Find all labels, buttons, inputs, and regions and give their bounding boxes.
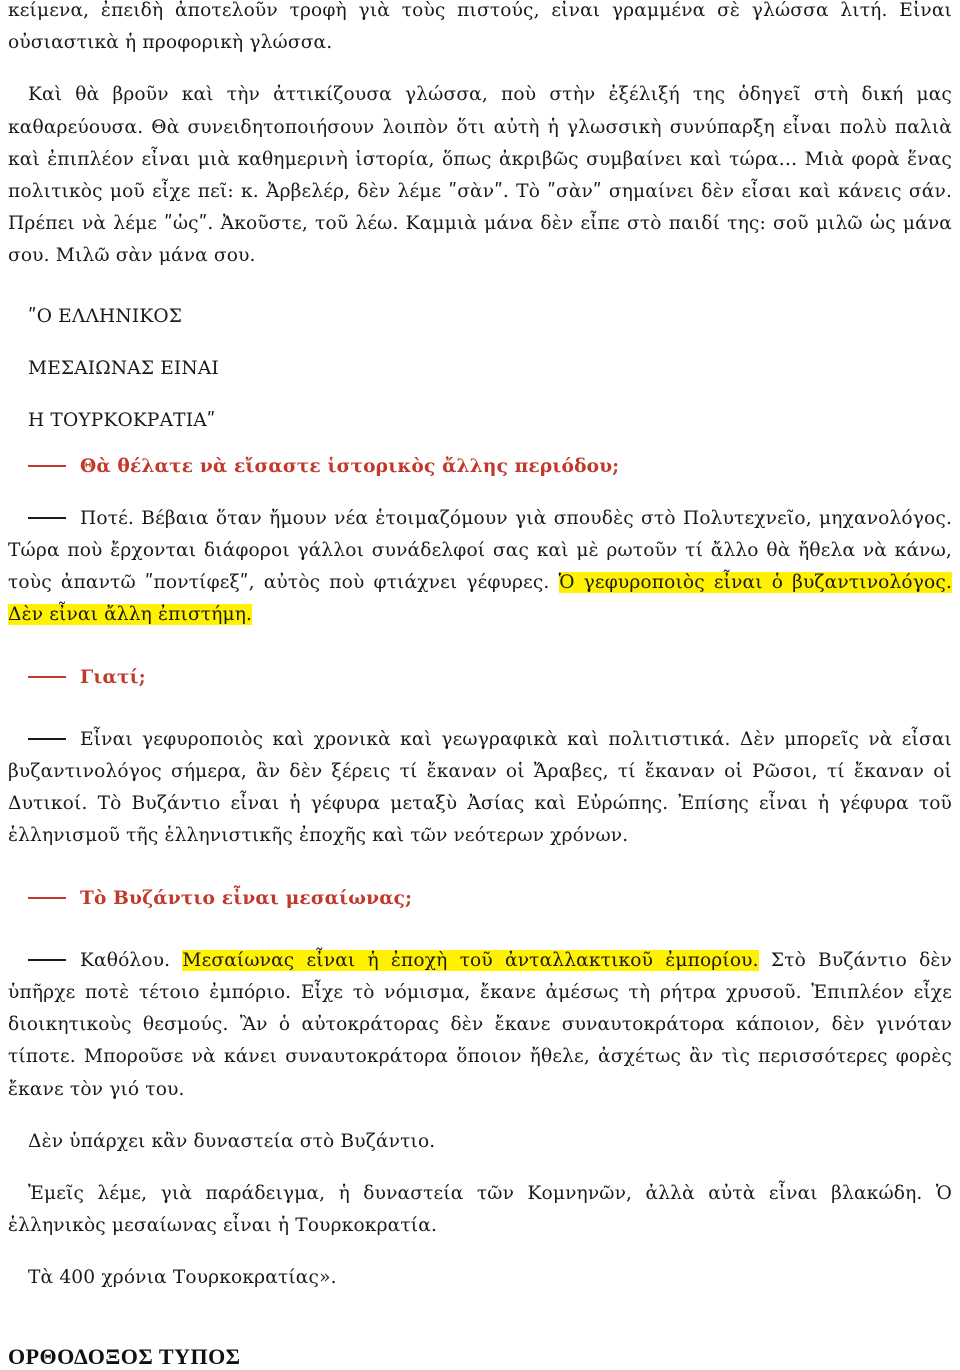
- dash-icon: [28, 517, 66, 519]
- answer-text: Καθόλου.: [80, 949, 183, 971]
- dash-icon: [28, 738, 66, 740]
- interview-answer-2: [8, 724, 952, 853]
- dash-icon: [28, 897, 66, 899]
- source-title: ΟΡΘΟΔΟΞΟΣ ΤΥΠΟΣ: [8, 1344, 241, 1369]
- question-text: Τὸ Βυζάντιο εἶναι μεσαίωνας;: [80, 887, 413, 909]
- paragraph-intro: κείμενα, ἐπειδὴ ἀποτελοῦν τροφὴ γιὰ τοὺς πιστούς, εἶναι γραμμένα σὲ γλώσσα λιτή. Εἶναι οὐσιαστικὰ ἡ προφορικὴ γλώσσα.: [8, 0, 952, 54]
- question-text: Θὰ θέλατε νὰ εἴσαστε ἱστορικὸς ἄλλης περιόδου;: [80, 455, 620, 477]
- subheading-line-2: ΜΕΣΑΙΩΝΑΣ ΕΙΝΑΙ: [28, 357, 219, 379]
- dash-icon: [28, 959, 66, 961]
- dash-icon: [28, 465, 66, 467]
- answer-text: Ποτέ. Βέβαια ὅταν ἤμουν νέα ἑτοιμαζόμουν γιὰ σπουδὲς στὸ Πολυτεχνεῖο, μηχανολόγος. Τώρα ποὺ ἔρχονται διάφοροι γάλλοι συνάδελφοί σας καὶ μὲ ρωτοῦν τί ἄλλο θὰ ἤθελα νὰ κάνω, τοὺς ἀπαντῶ ʺποντίφεξʺ, αὐτὸς ποὺ φτιάχνει γέφυρες.: [8, 507, 952, 594]
- closing-paragraph-1: Δὲν ὑπάρχει κἂν δυναστεία στὸ Βυζάντιο.: [28, 1130, 436, 1152]
- article-body: [8, 0, 952, 1295]
- answer-text: Στὸ Βυζάντιο δὲν ὑπῆρχε ποτὲ τέτοιο ἐμπόριο. Εἶχε τὸ νόμισμα, ἔκανε ἀμέσως τὴ ρήτρα χρυσοῦ. Ἐπιπλέον εἶχε διοικητικοὺς θεσμούς. Ἂν ὁ αὐτοκράτορας δὲν ἔκανε συναυτοκράτορα κάποιον, δὲν γινόταν τίποτε. Μποροῦσε νὰ κάνει συναυτοκράτορα ὅποιον ἤθελε, ἀσχέτως ἂν τὶς περισσότερες φορὲς ἔκανε τὸν γιό του.: [8, 949, 952, 1100]
- question-text: Γιατί;: [80, 666, 146, 688]
- subheading: [8, 291, 952, 447]
- dash-icon: [28, 676, 66, 678]
- interview-answer-3: [8, 945, 952, 1106]
- highlighted-text: Ὁ γεφυροποιὸς εἶναι ὁ βυζαντινολόγος. Δὲν εἶναι ἄλλη ἐπιστήμη.: [8, 572, 953, 626]
- subheading-line-1: ʺΟ ΕΛΛΗΝΙΚΟΣ: [28, 305, 183, 327]
- interview-answer-1: [8, 503, 952, 632]
- paragraph-language: Καὶ θὰ βροῦν καὶ τὴν ἀττικίζουσα γλώσσα, ποὺ στὴν ἐξέλιξή της ὁδηγεῖ στὴ δική μας καθαρεύουσα. Θὰ συνειδητοποιήσουν λοιπὸν ὅτι αὐτὴ ἡ γλωσσικὴ συνύπαρξη εἶναι πολὺ παλιὰ καὶ ἐπιπλέον εἶναι μιὰ καθημερινὴ ἱστορία, ὅπως ἀκριβῶς συμβαίνει καὶ τώρα… Μιὰ φορὰ ἕνας πολιτικὸς μοῦ εἶχε πεῖ: κ. Ἀρβελέρ, δὲν λέμε ʺσὰνʺ. Τὸ ʺσὰνʺ σημαίνει δὲν εἶσαι καὶ κάνεις σάν. Πρέπει νὰ λέμε ʺὡςʺ. Ἀκοῦστε, τοῦ λέω. Καμμιὰ μάνα δὲν εἶπε στὸ παιδί της: σοῦ μιλῶ ὡς μάνα σου. Μιλῶ σὰν μάνα σου.: [8, 84, 952, 267]
- interview-question-2: [8, 662, 952, 694]
- subheading-line-3: Η ΤΟΥΡΚΟΚΡΑΤΙΑʺ: [28, 409, 216, 431]
- interview-question-3: [8, 883, 952, 915]
- closing-paragraph-3: Τὰ 400 χρόνια Τουρκοκρατίας».: [28, 1267, 337, 1289]
- answer-text: Εἶναι γεφυροποιὸς καὶ χρονικὰ καὶ γεωγραφικὰ καὶ πολιτιστικά. Δὲν μπορεῖς νὰ εἶσαι βυζαντινολόγος σήμερα, ἂν δὲν ξέρεις τί ἔκαναν οἱ Ἄραβες, τί ἔκαναν οἱ Ρῶσοι, τί ἔκαναν οἱ Δυτικοί. Τὸ Βυζάντιο εἶναι ἡ γέφυρα μεταξὺ Ἀσίας καὶ Εὐρώπης. Ἐπίσης εἶναι ἡ γέφυρα τοῦ ἑλληνισμοῦ τῆς ἑλληνιστικῆς ἐποχῆς καὶ τῶν νεότερων χρόνων.: [8, 728, 952, 847]
- closing-paragraph-2: Ἐμεῖς λέμε, γιὰ παράδειγμα, ἡ δυναστεία τῶν Κομνηνῶν, ἀλλὰ αὐτὰ εἶναι βλακώδη. Ὁ ἑλληνικὸς μεσαίωνας εἶναι ἡ Τουρκοκρατία.: [8, 1183, 952, 1237]
- interview-question-1: [8, 451, 952, 483]
- highlighted-text: Μεσαίωνας εἶναι ἡ ἐποχὴ τοῦ ἀνταλλακτικοῦ ἐμπορίου.: [182, 949, 759, 971]
